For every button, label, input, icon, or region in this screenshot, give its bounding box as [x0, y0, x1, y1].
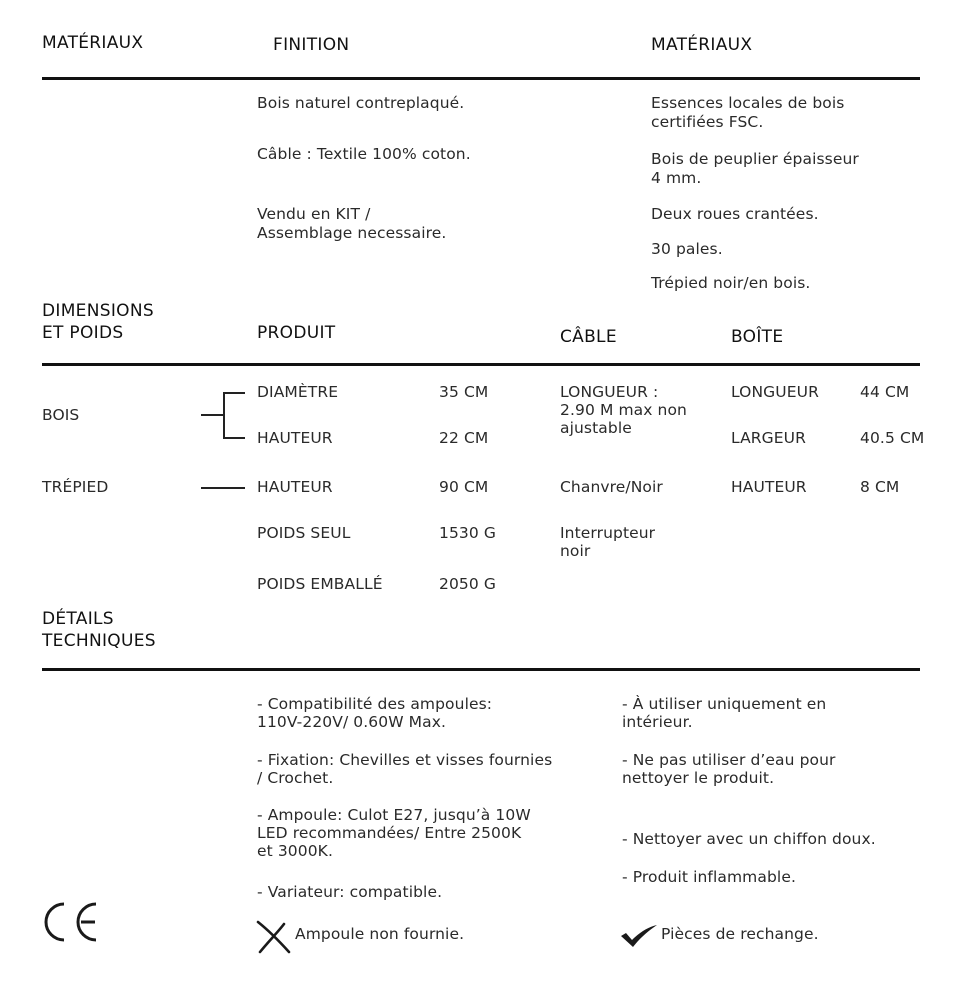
technical-left-item: - Variateur: compatible. [257, 883, 443, 901]
boite-value: 8 CM [860, 478, 900, 496]
materiaux-item: Trépied noir/en bois. [651, 274, 811, 292]
produit-value: 35 CM [439, 383, 489, 401]
technical-left-item: - Compatibilité des ampoules: 110V-220V/ 0.60W Max. [257, 695, 493, 731]
materiaux-item: Essences locales de bois certifiées FSC. [651, 94, 845, 131]
materiaux-item: 30 pales. [651, 240, 723, 258]
produit-label: HAUTEUR [257, 429, 333, 447]
cable-heading: CÂBLE [560, 327, 617, 347]
bracket-bottom-arm [223, 437, 245, 439]
produit-label: POIDS SEUL [257, 524, 351, 542]
produit-label: DIAMÈTRE [257, 383, 339, 401]
bracket-vertical [223, 392, 225, 438]
produit-value: 90 CM [439, 478, 489, 496]
finition-item: Câble : Textile 100% coton. [257, 145, 471, 163]
technical-left-item: - Fixation: Chevilles et visses fournies / Crochet. [257, 751, 553, 787]
section-rule [42, 363, 920, 366]
cross-icon [256, 920, 292, 954]
boite-heading: BOÎTE [731, 327, 784, 347]
boite-label: LONGUEUR [731, 383, 819, 401]
produit-value: 2050 G [439, 575, 496, 593]
boite-value: 40.5 CM [860, 429, 925, 447]
materiaux-item: Bois de peuplier épaisseur 4 mm. [651, 150, 859, 187]
technical-left-item: - Ampoule: Culot E27, jusqu’à 10W LED recommandées/ Entre 2500K et 3000K. [257, 806, 531, 860]
trepied-connector [201, 487, 245, 489]
technical-heading: DÉTAILS TECHNIQUES [42, 609, 156, 651]
boite-label: HAUTEUR [731, 478, 807, 496]
materiaux-column-heading: MATÉRIAUX [651, 35, 753, 55]
technical-right-item: - Produit inflammable. [622, 868, 796, 886]
materiaux-item: Deux roues crantées. [651, 205, 819, 223]
produit-label: POIDS EMBALLÉ [257, 575, 383, 593]
finition-heading: FINITION [273, 35, 350, 55]
ce-mark-icon [40, 900, 102, 944]
produit-label: HAUTEUR [257, 478, 333, 496]
boite-value: 44 CM [860, 383, 910, 401]
produit-value: 22 CM [439, 429, 489, 447]
finition-item: Bois naturel contreplaqué. [257, 94, 465, 112]
produit-heading: PRODUIT [257, 323, 336, 343]
cable-item: Chanvre/Noir [560, 478, 663, 496]
boite-label: LARGEUR [731, 429, 806, 447]
cable-item: Interrupteur noir [560, 524, 656, 560]
bracket-top-arm [223, 392, 245, 394]
technical-right-item: - Nettoyer avec un chiffon doux. [622, 830, 876, 848]
group-label-bois: BOIS [42, 406, 80, 424]
bracket-connector [201, 414, 224, 416]
check-icon [620, 924, 658, 948]
produit-value: 1530 G [439, 524, 496, 542]
materials-heading: MATÉRIAUX [42, 33, 144, 53]
dimensions-heading: DIMENSIONS ET POIDS [42, 301, 154, 343]
section-rule [42, 668, 920, 671]
included-label: Pièces de rechange. [661, 925, 819, 943]
group-label-trepied: TRÉPIED [42, 478, 109, 496]
technical-right-item: - Ne pas utiliser d’eau pour nettoyer le produit. [622, 751, 836, 787]
finition-item: Vendu en KIT / Assemblage necessaire. [257, 205, 447, 242]
section-rule [42, 77, 920, 80]
not-included-label: Ampoule non fournie. [295, 925, 465, 943]
cable-item: LONGUEUR : 2.90 M max non ajustable [560, 383, 687, 437]
technical-right-item: - À utiliser uniquement en intérieur. [622, 695, 827, 731]
